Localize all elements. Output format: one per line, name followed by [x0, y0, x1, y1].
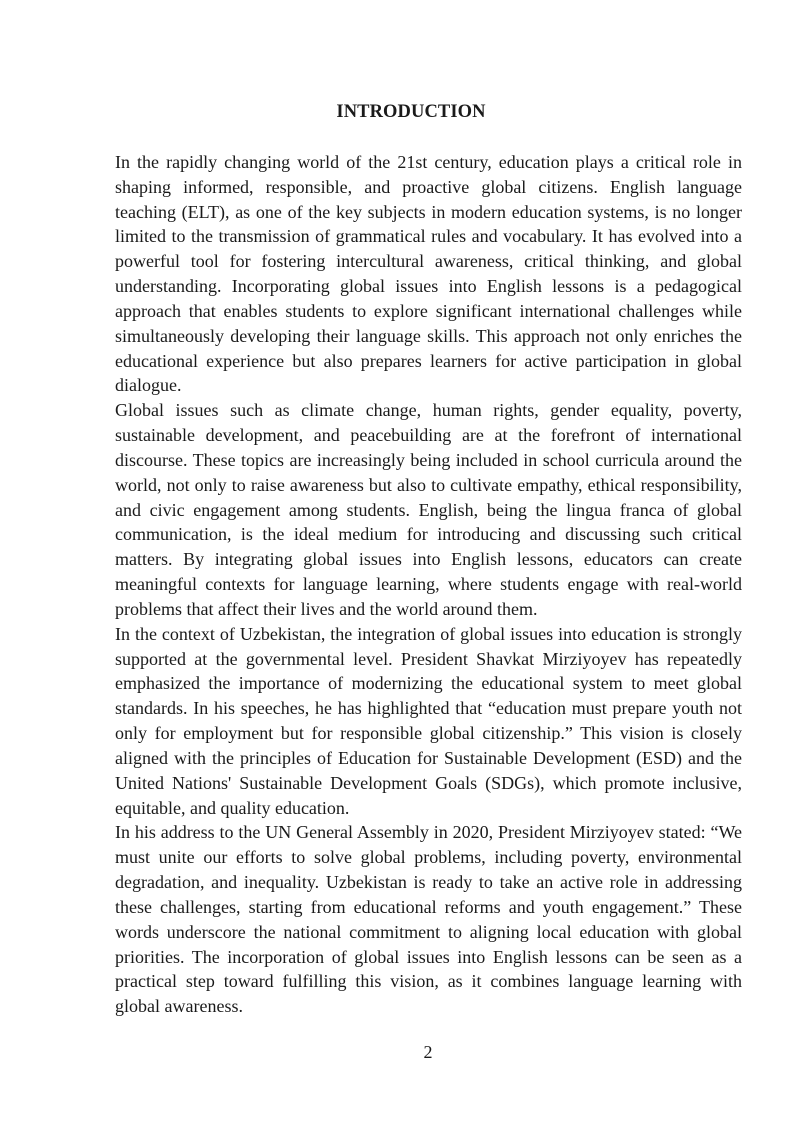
body-text	[115, 150, 742, 1019]
page-number: 2	[423, 1042, 433, 1062]
paragraph-intro-context: In the rapidly changing world of the 21st century, education plays a critical role in shaping informed, responsible, and proactive global citizens. English language teaching (ELT), as one of the key subjects in modern education systems, is no longer limited to the transmission of grammatical rules and vocabulary. It has evolved into a powerful tool for fostering intercultural awareness, critical thinking, and global understanding. Incorporating global issues into English lessons is a pedagogical approach that enables students to explore significant international challenges while simultaneously developing their language skills. This approach not only enriches the educational experience but also prepares learners for active participation in global dialogue.	[115, 152, 742, 396]
paragraph-uzbekistan-context: In the context of Uzbekistan, the integration of global issues into education is strongly supported at the governmental level. President Shavkat Mirziyoyev has repeatedly emphasized the importance of modernizing the educational system to meet global standards. In his speeches, he has highlighted that “education must prepare youth not only for employment but for responsible global citizenship.” This vision is closely aligned with the principles of Education for Sustainable Development (ESD) and the United Nations' Sustainable Development Goals (SDGs), which promote inclusive, equitable, and quality education.	[115, 623, 742, 818]
paragraph-un-address: In his address to the UN General Assembly in 2020, President Mirziyoyev stated: “We must unite our efforts to solve global problems, including poverty, environmental degradation, and inequality. Uzbekistan is ready to take an active role in addressing these challenges, starting from educational reforms and youth engagement.” These words underscore the national commitment to aligning local education with global priorities. The incorporation of global issues into English lessons can be seen as a practical step toward fulfilling this vision, as it combines language learning with global awareness.	[115, 822, 742, 1017]
paragraph-global-issues: Global issues such as climate change, human rights, gender equality, poverty, sustainable development, and peacebuilding are at the forefront of international discourse. These topics are increasingly being included in school curricula around the world, not only to raise awareness but also to cultivate empathy, ethical responsibility, and civic engagement among students. English, being the lingua franca of global communication, is the ideal medium for introducing and discussing such critical matters. By integrating global issues into English lessons, educators can create meaningful contexts for language learning, where students engage with real-world problems that affect their lives and the world around them.	[115, 400, 742, 619]
section-heading: INTRODUCTION	[336, 102, 486, 122]
